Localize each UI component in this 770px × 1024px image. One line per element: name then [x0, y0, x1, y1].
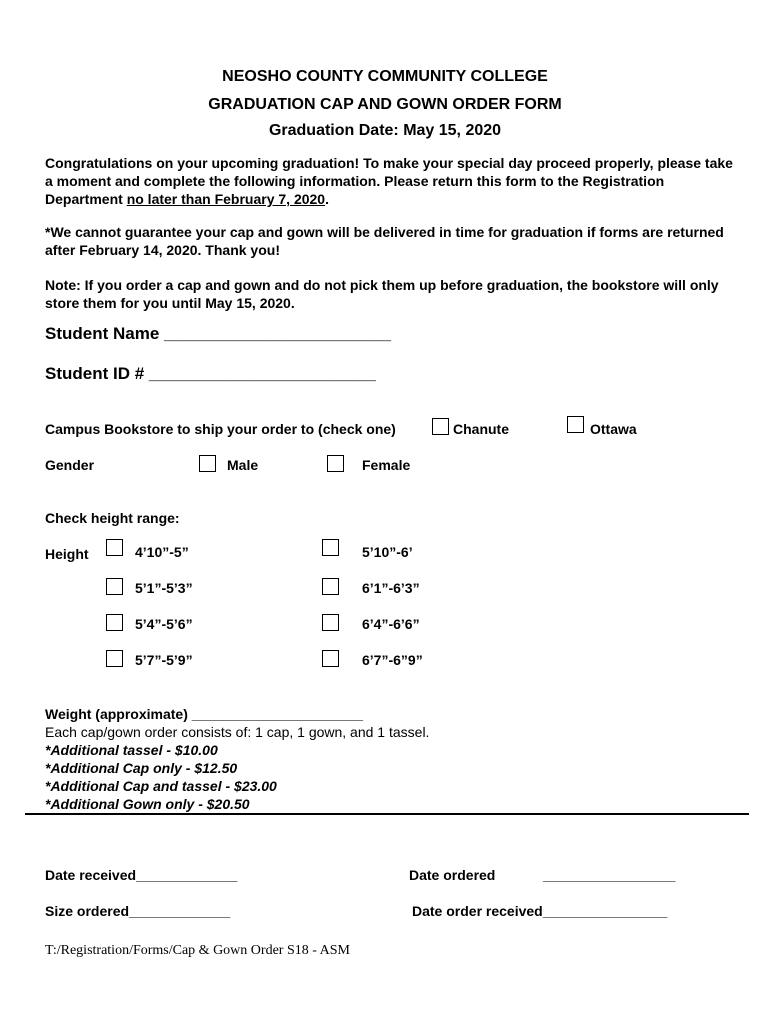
college-name: NEOSHO COUNTY COMMUNITY COLLEGE — [222, 68, 548, 85]
date-received-line: _____________ — [136, 867, 238, 883]
height-option-right-1: 5’10”-6’ — [362, 544, 413, 560]
date-ordered-label: Date ordered — [409, 867, 496, 883]
campus-label: Campus Bookstore to ship your order to (check one) — [45, 421, 396, 437]
height-checkbox-left-1[interactable] — [106, 539, 123, 556]
height-option-right-2: 6’1”-6’3” — [362, 580, 420, 596]
section-divider — [25, 813, 749, 815]
male-checkbox[interactable] — [199, 455, 216, 472]
price-tassel: *Additional tassel - $10.00 — [45, 742, 218, 758]
date-ordered-field[interactable]: _________________ — [543, 867, 676, 883]
student-name-field[interactable]: Student Name ________________________ — [45, 324, 391, 343]
male-label: Male — [227, 457, 259, 473]
height-option-left-2: 5’1”-5’3” — [135, 580, 193, 596]
footer-path: T:/Registration/Forms/Cap & Gown Order S18 - ASM — [45, 943, 350, 958]
height-checkbox-left-4[interactable] — [106, 650, 123, 667]
height-checkbox-right-2[interactable] — [322, 578, 339, 595]
pickup-note: Note: If you order a cap and gown and do not pick them up before graduation, the bookstore will only store them for you until May 15, 2020. — [45, 277, 719, 311]
price-cap: *Additional Cap only - $12.50 — [45, 760, 238, 776]
height-option-left-1: 4’10”-5” — [135, 544, 189, 560]
date-received-label: Date received — [45, 867, 137, 883]
date-order-received-line: ________________ — [542, 903, 668, 919]
date-order-received-label: Date order received — [412, 903, 543, 919]
weight-field[interactable]: Weight (approximate) ______________________ — [45, 706, 364, 722]
date-order-received-field[interactable] — [412, 903, 667, 919]
chanute-label: Chanute — [453, 421, 509, 437]
intro-paragraph — [45, 154, 735, 208]
chanute-checkbox[interactable] — [432, 418, 449, 435]
graduation-date: Graduation Date: May 15, 2020 — [268, 122, 502, 139]
height-option-right-3: 6’4”-6’6” — [362, 616, 420, 632]
height-checkbox-right-4[interactable] — [322, 650, 339, 667]
price-gown: *Additional Gown only - $20.50 — [45, 796, 250, 812]
guarantee-note: *We cannot guarantee your cap and gown will be delivered in time for graduation if forms are returned after February 14, 2020. Thank you! — [45, 224, 724, 258]
height-checkbox-left-2[interactable] — [106, 578, 123, 595]
height-checkbox-left-3[interactable] — [106, 614, 123, 631]
package-note: Each cap/gown order consists of: 1 cap, 1 gown, and 1 tassel. — [45, 724, 430, 740]
female-label: Female — [362, 457, 411, 473]
deadline-text: no later than February 7, 2020 — [126, 191, 326, 207]
female-checkbox[interactable] — [327, 455, 344, 472]
size-ordered-label: Size ordered — [45, 903, 130, 919]
form-title: GRADUATION CAP AND GOWN ORDER FORM — [208, 96, 562, 113]
height-option-left-4: 5’7”-5’9” — [135, 652, 193, 668]
height-checkbox-right-3[interactable] — [322, 614, 339, 631]
student-id-field[interactable]: Student ID # ________________________ — [45, 364, 376, 383]
gender-label: Gender — [45, 457, 95, 473]
size-ordered-line: _____________ — [129, 903, 231, 919]
size-ordered-field[interactable] — [45, 903, 230, 919]
ottawa-label: Ottawa — [590, 421, 637, 437]
height-option-left-3: 5’4”-5’6” — [135, 616, 193, 632]
price-cap-tassel: *Additional Cap and tassel - $23.00 — [45, 778, 277, 794]
height-option-right-4: 6’7”-6”9” — [362, 652, 423, 668]
intro-text: Congratulations on your upcoming graduation! To make your special day proceed properly, please take a moment and complete the following information. Please return this form to the Registration Department — [45, 155, 733, 207]
date-received-field[interactable] — [45, 867, 237, 883]
height-checkbox-right-1[interactable] — [322, 539, 339, 556]
ottawa-checkbox[interactable] — [567, 416, 584, 433]
height-prompt: Check height range: — [45, 510, 180, 526]
intro-period: . — [325, 191, 329, 207]
height-label: Height — [45, 546, 89, 562]
